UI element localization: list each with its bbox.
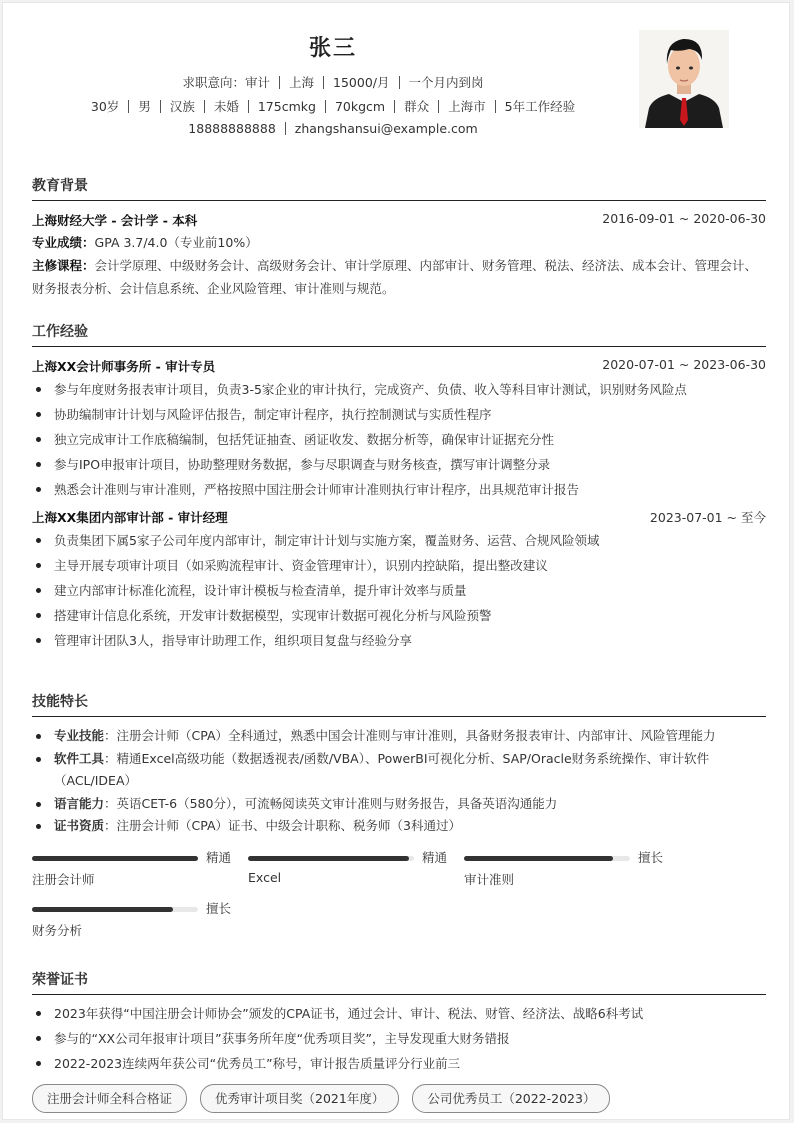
divider [248, 100, 249, 113]
list-item: 负责集团下属5家子公司年度内部审计，制定审计计划与实施方案，覆盖财务、运营、合规风险领域 [32, 528, 766, 553]
divider [160, 100, 161, 113]
marital-status: 未婚 [213, 99, 239, 114]
divider [438, 100, 439, 113]
divider [394, 100, 395, 113]
gpa-value: GPA 3.7/4.0（专业前10%） [94, 235, 258, 250]
skill-text: ：注册会计师（CPA）全科通过，熟悉中国会计准则与审计准则，具备财务报表审计、内部审计、风险管理能力 [104, 728, 716, 743]
list-item: 熟悉会计准则与审计准则，严格按照中国注册会计师审计准则执行审计程序，出具规范审计报告 [32, 477, 766, 502]
weight: 70kgcm [334, 99, 386, 114]
height: 175cmkg [257, 99, 316, 114]
gpa-label: 专业成绩： [32, 235, 95, 250]
certificate-tags [32, 1084, 766, 1114]
list-item: 独立完成审计工作底稿编制，包括凭证抽查、函证收发、数据分析等，确保审计证据充分性 [32, 427, 766, 452]
list-item: 搭建审计信息化系统，开发审计数据模型，实现审计数据可视化分析与风险预警 [32, 603, 766, 628]
intent-city: 上海 [289, 75, 315, 90]
ethnicity: 汉族 [169, 99, 195, 114]
work-years: 5年工作经验 [504, 99, 576, 114]
skill-bars [32, 850, 766, 960]
divider [325, 100, 326, 113]
section-title: 工作经验 [32, 321, 766, 347]
skill-label: 语言能力 [54, 795, 105, 811]
list-item: 管理审计团队3人，指导审计助理工作，组织项目复盘与经验分享 [32, 628, 766, 653]
skill-name: 财务分析 [32, 922, 83, 938]
list-item: 参与的“XX公司年报审计项目”获事务所年度“优秀项目奖”，主导发现重大财务错报 [32, 1026, 766, 1051]
skill-text: ：英语CET-6（580分），可流畅阅读英文审计准则与财务报告，具备英语沟通能力 [104, 795, 558, 811]
divider [285, 122, 286, 135]
progress-bar [32, 856, 198, 861]
section-title: 教育背景 [32, 175, 766, 201]
skills-section [32, 691, 766, 960]
honors-section [32, 969, 766, 1114]
phone[interactable]: 18888888888 [188, 121, 276, 136]
job-bullets [32, 377, 766, 502]
person-portrait-icon [639, 30, 729, 128]
education-period: 2016-09-01 ~ 2020-06-30 [602, 211, 766, 226]
job-bullets [32, 528, 766, 653]
job-heading: 上海XX会计师事务所 - 审计专员 [32, 359, 216, 374]
skill-level: 精通 [206, 849, 232, 865]
skill-name: 审计准则 [464, 871, 515, 887]
job-row [32, 508, 766, 528]
list-item: 主导开展专项审计项目（如采购流程审计、资金管理审计），识别内控缺陷，提出整改建议 [32, 553, 766, 578]
skill-level: 擅长 [638, 849, 664, 865]
section-title: 荣誉证书 [32, 969, 766, 995]
school-major-degree: 上海财经大学 - 会计学 - 本科 [32, 213, 198, 228]
certificate-tag: 优秀审计项目奖（2021年度） [200, 1084, 399, 1113]
certificate-tag: 公司优秀员工（2022-2023） [412, 1084, 610, 1113]
candidate-name: 张三 [308, 36, 357, 61]
list-item [32, 748, 766, 793]
skill-bar-item [32, 850, 237, 900]
job-intent-line [3, 73, 663, 91]
list-item: 2023年获得“中国注册会计师协会”颁发的CPA证书，通过会计、审计、税法、财管、经济法、战略6科考试 [32, 1001, 766, 1026]
political-status: 群众 [404, 99, 430, 114]
gender: 男 [138, 99, 151, 114]
progress-fill [32, 907, 173, 912]
skill-label: 证书资质 [54, 818, 105, 833]
certificate-tag: 注册会计师全科合格证 [32, 1084, 187, 1113]
progress-bar [464, 856, 630, 861]
list-item [32, 725, 766, 748]
job-heading: 上海XX集团内部审计部 - 审计经理 [32, 510, 228, 525]
age: 30岁 [90, 99, 120, 114]
honor-list [32, 1001, 766, 1076]
skill-name: 注册会计师 [32, 871, 95, 887]
intent-position: 求职意向：审计 [182, 75, 270, 90]
list-item: 参与年度财务报表审计项目，负责3-5家企业的审计执行，完成资产、负债、收入等科目审计测试，识别财务风险点 [32, 377, 766, 402]
list-item: 参与IPO申报审计项目，协助整理财务数据，参与尽职调查与财务核查，撰写审计调整分录 [32, 452, 766, 477]
skill-list [32, 725, 766, 838]
courses-line [32, 254, 766, 300]
intent-availability: 一个月内到岗 [408, 75, 484, 90]
courses-label: 主修课程： [32, 258, 95, 273]
progress-bar [248, 856, 414, 861]
skill-text: ：注册会计师（CPA）证书、中级会计职称、税务师（3科通过） [104, 818, 461, 833]
education-row [32, 211, 766, 231]
skill-text: ：精通Excel高级功能（数据透视表/函数/VBA）、PowerBI可视化分析、SAP/Oracle财务系统操作、审计软件（ACL/IDEA） [54, 750, 710, 788]
divider [128, 100, 129, 113]
skill-label: 软件工具 [54, 750, 105, 766]
residence: 上海市 [448, 99, 486, 114]
divider [323, 76, 324, 89]
skill-bar-item [464, 850, 669, 900]
resume-page [2, 2, 790, 1120]
work-section [32, 321, 766, 653]
contact-line [3, 121, 663, 136]
list-item [32, 793, 766, 816]
skill-bar-item [248, 850, 453, 900]
list-item: 2022-2023连续两年获公司“优秀员工”称号，审计报告质量评分行业前三 [32, 1051, 766, 1076]
divider [495, 100, 496, 113]
job-period: 2020-07-01 ~ 2023-06-30 [602, 357, 766, 372]
courses-value: 会计学原理、中级财务会计、高级财务会计、审计学原理、内部审计、财务管理、税法、经济法、成本会计、管理会计、财务报表分析、会计信息系统、企业风险管理、审计准则与规范。 [32, 258, 758, 296]
skill-label: 专业技能 [54, 728, 105, 743]
skill-level: 精通 [422, 849, 448, 865]
section-title: 技能特长 [32, 691, 766, 717]
list-item [32, 815, 766, 838]
divider [204, 100, 205, 113]
progress-fill [32, 856, 198, 861]
resume-header [3, 3, 791, 153]
gpa-line [32, 231, 766, 254]
skill-level: 擅长 [206, 900, 232, 916]
skill-bar-item [32, 901, 237, 951]
skill-name: Excel [248, 869, 282, 885]
intent-salary: 15000/月 [333, 75, 390, 90]
job-row [32, 357, 766, 377]
progress-fill [248, 856, 409, 861]
job-period: 2023-07-01 ~ 至今 [649, 510, 766, 525]
email[interactable]: zhangshansui@example.com [294, 121, 478, 136]
progress-bar [32, 907, 198, 912]
divider [399, 76, 400, 89]
progress-fill [464, 856, 613, 861]
education-section [32, 175, 766, 300]
basic-info-line [3, 97, 663, 115]
list-item: 协助编制审计计划与风险评估报告，制定审计程序，执行控制测试与实质性程序 [32, 402, 766, 427]
list-item: 建立内部审计标准化流程，设计审计模板与检查清单，提升审计效率与质量 [32, 578, 766, 603]
divider [279, 76, 280, 89]
